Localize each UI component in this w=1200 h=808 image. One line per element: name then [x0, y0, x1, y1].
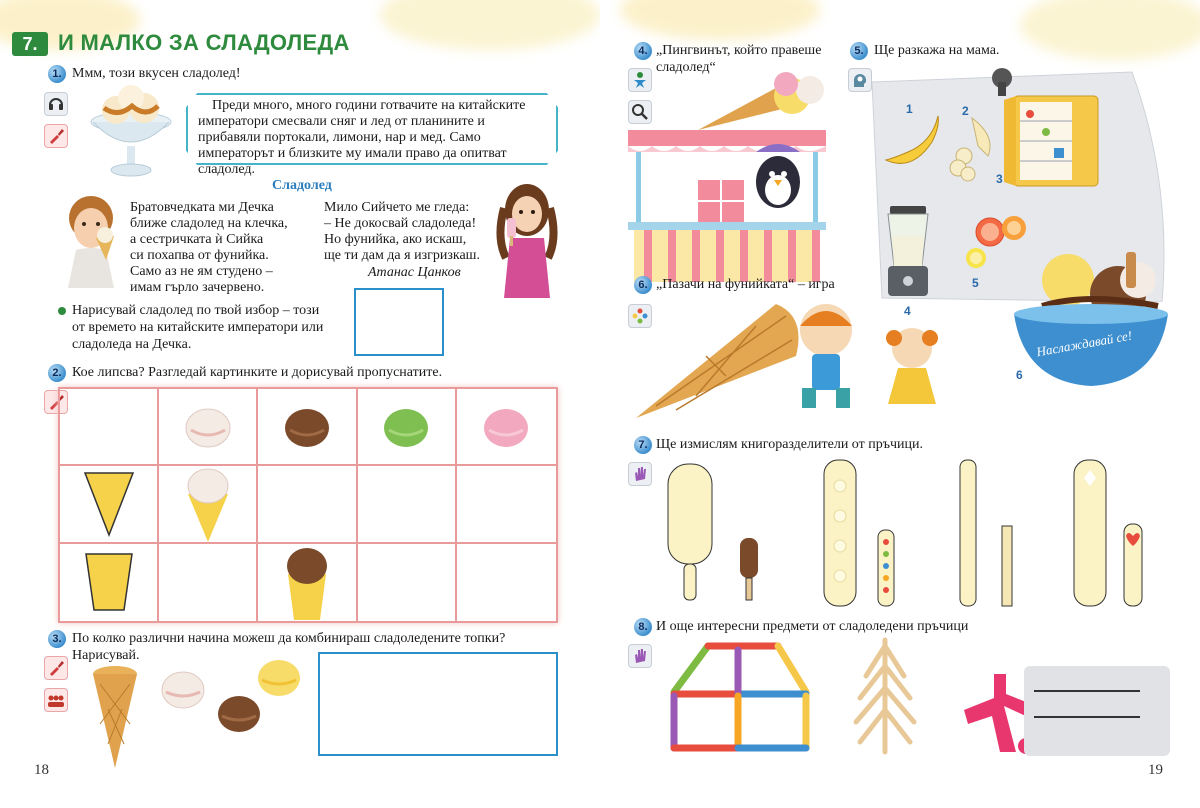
cup-with-scoop-image [282, 544, 332, 620]
writing-line-2[interactable] [1034, 716, 1140, 718]
step-label-1: 1 [906, 102, 913, 116]
bowl-text: Наслаждавай се! [1035, 327, 1134, 360]
poem-author: Атанас Цанков [368, 265, 461, 280]
poem-right-column: Мило Сийчето ме гледа: – Не докосвай сладоледа! Но фунийка, ако искаш, ще ти дам да я изгризкаш. [324, 200, 480, 263]
blender-image [880, 206, 936, 298]
task2-title: Кое липсва? Разгледай картинките и дорисувай пропуснатите. [72, 365, 443, 380]
head-gears-icon[interactable] [848, 68, 872, 92]
chocolate-scoop-image [216, 692, 262, 734]
task5-number: 5. [850, 42, 868, 60]
pistachio-scoop-image [381, 404, 431, 450]
task4-number: 4. [634, 42, 652, 60]
task3-number: 3. [48, 630, 66, 648]
task5-title: Ще разкажа на мама. [874, 43, 1000, 58]
task1-bullet-text: Нарисувай сладолед по твой избор – този от времето на китайските императори или сладоледа на Дечка. [72, 303, 324, 352]
step-label-2: 2 [962, 104, 969, 118]
grid-cell [60, 544, 159, 621]
task1-number: 1. [48, 65, 66, 83]
brush-icon[interactable] [44, 124, 68, 148]
missing-items-grid [58, 387, 558, 623]
poem-left-column: Братовчедката ми Дечка ближе сладолед на клечка, а сестричката ѝ Сийка си похапва от фунийка. Само аз не ям студено – имам гърло зачервено. [130, 200, 288, 295]
vanilla-scoop-image [183, 404, 233, 450]
grid-cell [159, 389, 258, 466]
right-page [600, 0, 1200, 808]
grid-cell [258, 389, 357, 466]
bullet-dot [58, 307, 66, 315]
banana-image [882, 112, 944, 172]
chocolate-scoop-image [282, 404, 332, 450]
grid-cell[interactable] [358, 466, 457, 543]
drawing-box-task3[interactable] [318, 652, 558, 756]
grid-cell[interactable] [60, 389, 159, 466]
sliced-banana-image [942, 116, 1000, 182]
icecream-bowl-image [1008, 244, 1174, 392]
task6-title: „Пазачи на фунийката“ – игра [656, 277, 835, 292]
fridge-image [1004, 92, 1104, 188]
flying-icecream-image [696, 68, 826, 132]
task6-number: 6. [634, 276, 652, 294]
person-icon[interactable] [628, 68, 652, 92]
grid-cell[interactable] [457, 466, 556, 543]
strawberry-scoop-image [481, 404, 531, 450]
writing-panel [1024, 666, 1170, 756]
task2-number: 2. [48, 364, 66, 382]
magnifier-icon[interactable] [628, 100, 652, 124]
stick-bookmarks-image [660, 456, 1160, 610]
brush-icon[interactable] [44, 656, 68, 680]
task4-title: „Пингвинът, който правеше сладолед“ [656, 43, 822, 75]
step-label-3: 3 [996, 172, 1003, 186]
penguin-icecream-stand-image [628, 130, 826, 282]
grid-cell [60, 466, 159, 543]
kids-and-giant-cone-image [636, 296, 976, 422]
step-label-5: 5 [972, 276, 979, 290]
task7-title: Ще измислям книгоразделители от пръчици. [656, 437, 923, 452]
grid-cell[interactable] [457, 544, 556, 621]
cone-image [83, 471, 135, 537]
paint-splash [1020, 0, 1200, 60]
grid-cell [258, 544, 357, 621]
cone-with-scoop-image [182, 466, 234, 542]
task8-number: 8. [634, 618, 652, 636]
info-text: Преди много, много години готвачите на китайските императори смесвали сняг и лед от планините и прибавяли портокали, лимони, нар и мед. Само императорът и близките му имали право да опитват сладолед. [198, 98, 526, 177]
girl-with-icecream-stick-photo [490, 178, 564, 298]
grid-cell[interactable] [358, 544, 457, 621]
cup-image [84, 552, 134, 612]
page-number-left: 18 [34, 762, 49, 778]
task7-number: 7. [634, 436, 652, 454]
girl-eating-icecream-photo [58, 188, 124, 288]
step-label-4: 4 [904, 304, 911, 318]
task1-title: Ммм, този вкусен сладолед! [72, 66, 241, 81]
sundae-image [88, 84, 174, 180]
paint-splash [620, 0, 820, 40]
stick-tree-image [852, 636, 918, 756]
chapter-title: И МАЛКО ЗА СЛАДОЛЕДА [58, 30, 350, 55]
hand-print-icon[interactable] [628, 462, 652, 486]
page-number-right: 19 [1148, 762, 1163, 778]
group-work-icon[interactable] [44, 688, 68, 712]
step-label-6: 6 [1016, 368, 1023, 382]
grid-cell[interactable] [159, 544, 258, 621]
task3-title: По колко различни начина можеш да комбинираш сладоледените топки? Нарисувай. [72, 631, 506, 663]
chapter-number: 7. [12, 32, 48, 56]
task8-title: И още интересни предмети от сладоледени пръчици [656, 619, 969, 634]
writing-line-1[interactable] [1034, 690, 1140, 692]
grid-cell[interactable] [258, 466, 357, 543]
grid-cell [457, 389, 556, 466]
poem-title: Сладолед [272, 178, 332, 193]
hand-print-icon[interactable] [628, 644, 652, 668]
drawing-box-task1[interactable] [354, 288, 444, 356]
grid-cell [159, 466, 258, 543]
empty-waffle-cone-image [90, 664, 140, 768]
vanilla-scoop-image [160, 668, 206, 710]
stick-house-image [668, 640, 812, 754]
headphones-icon[interactable] [44, 92, 68, 116]
paint-splash [380, 0, 600, 50]
grid-cell [358, 389, 457, 466]
lemon-scoop-image [256, 656, 302, 698]
